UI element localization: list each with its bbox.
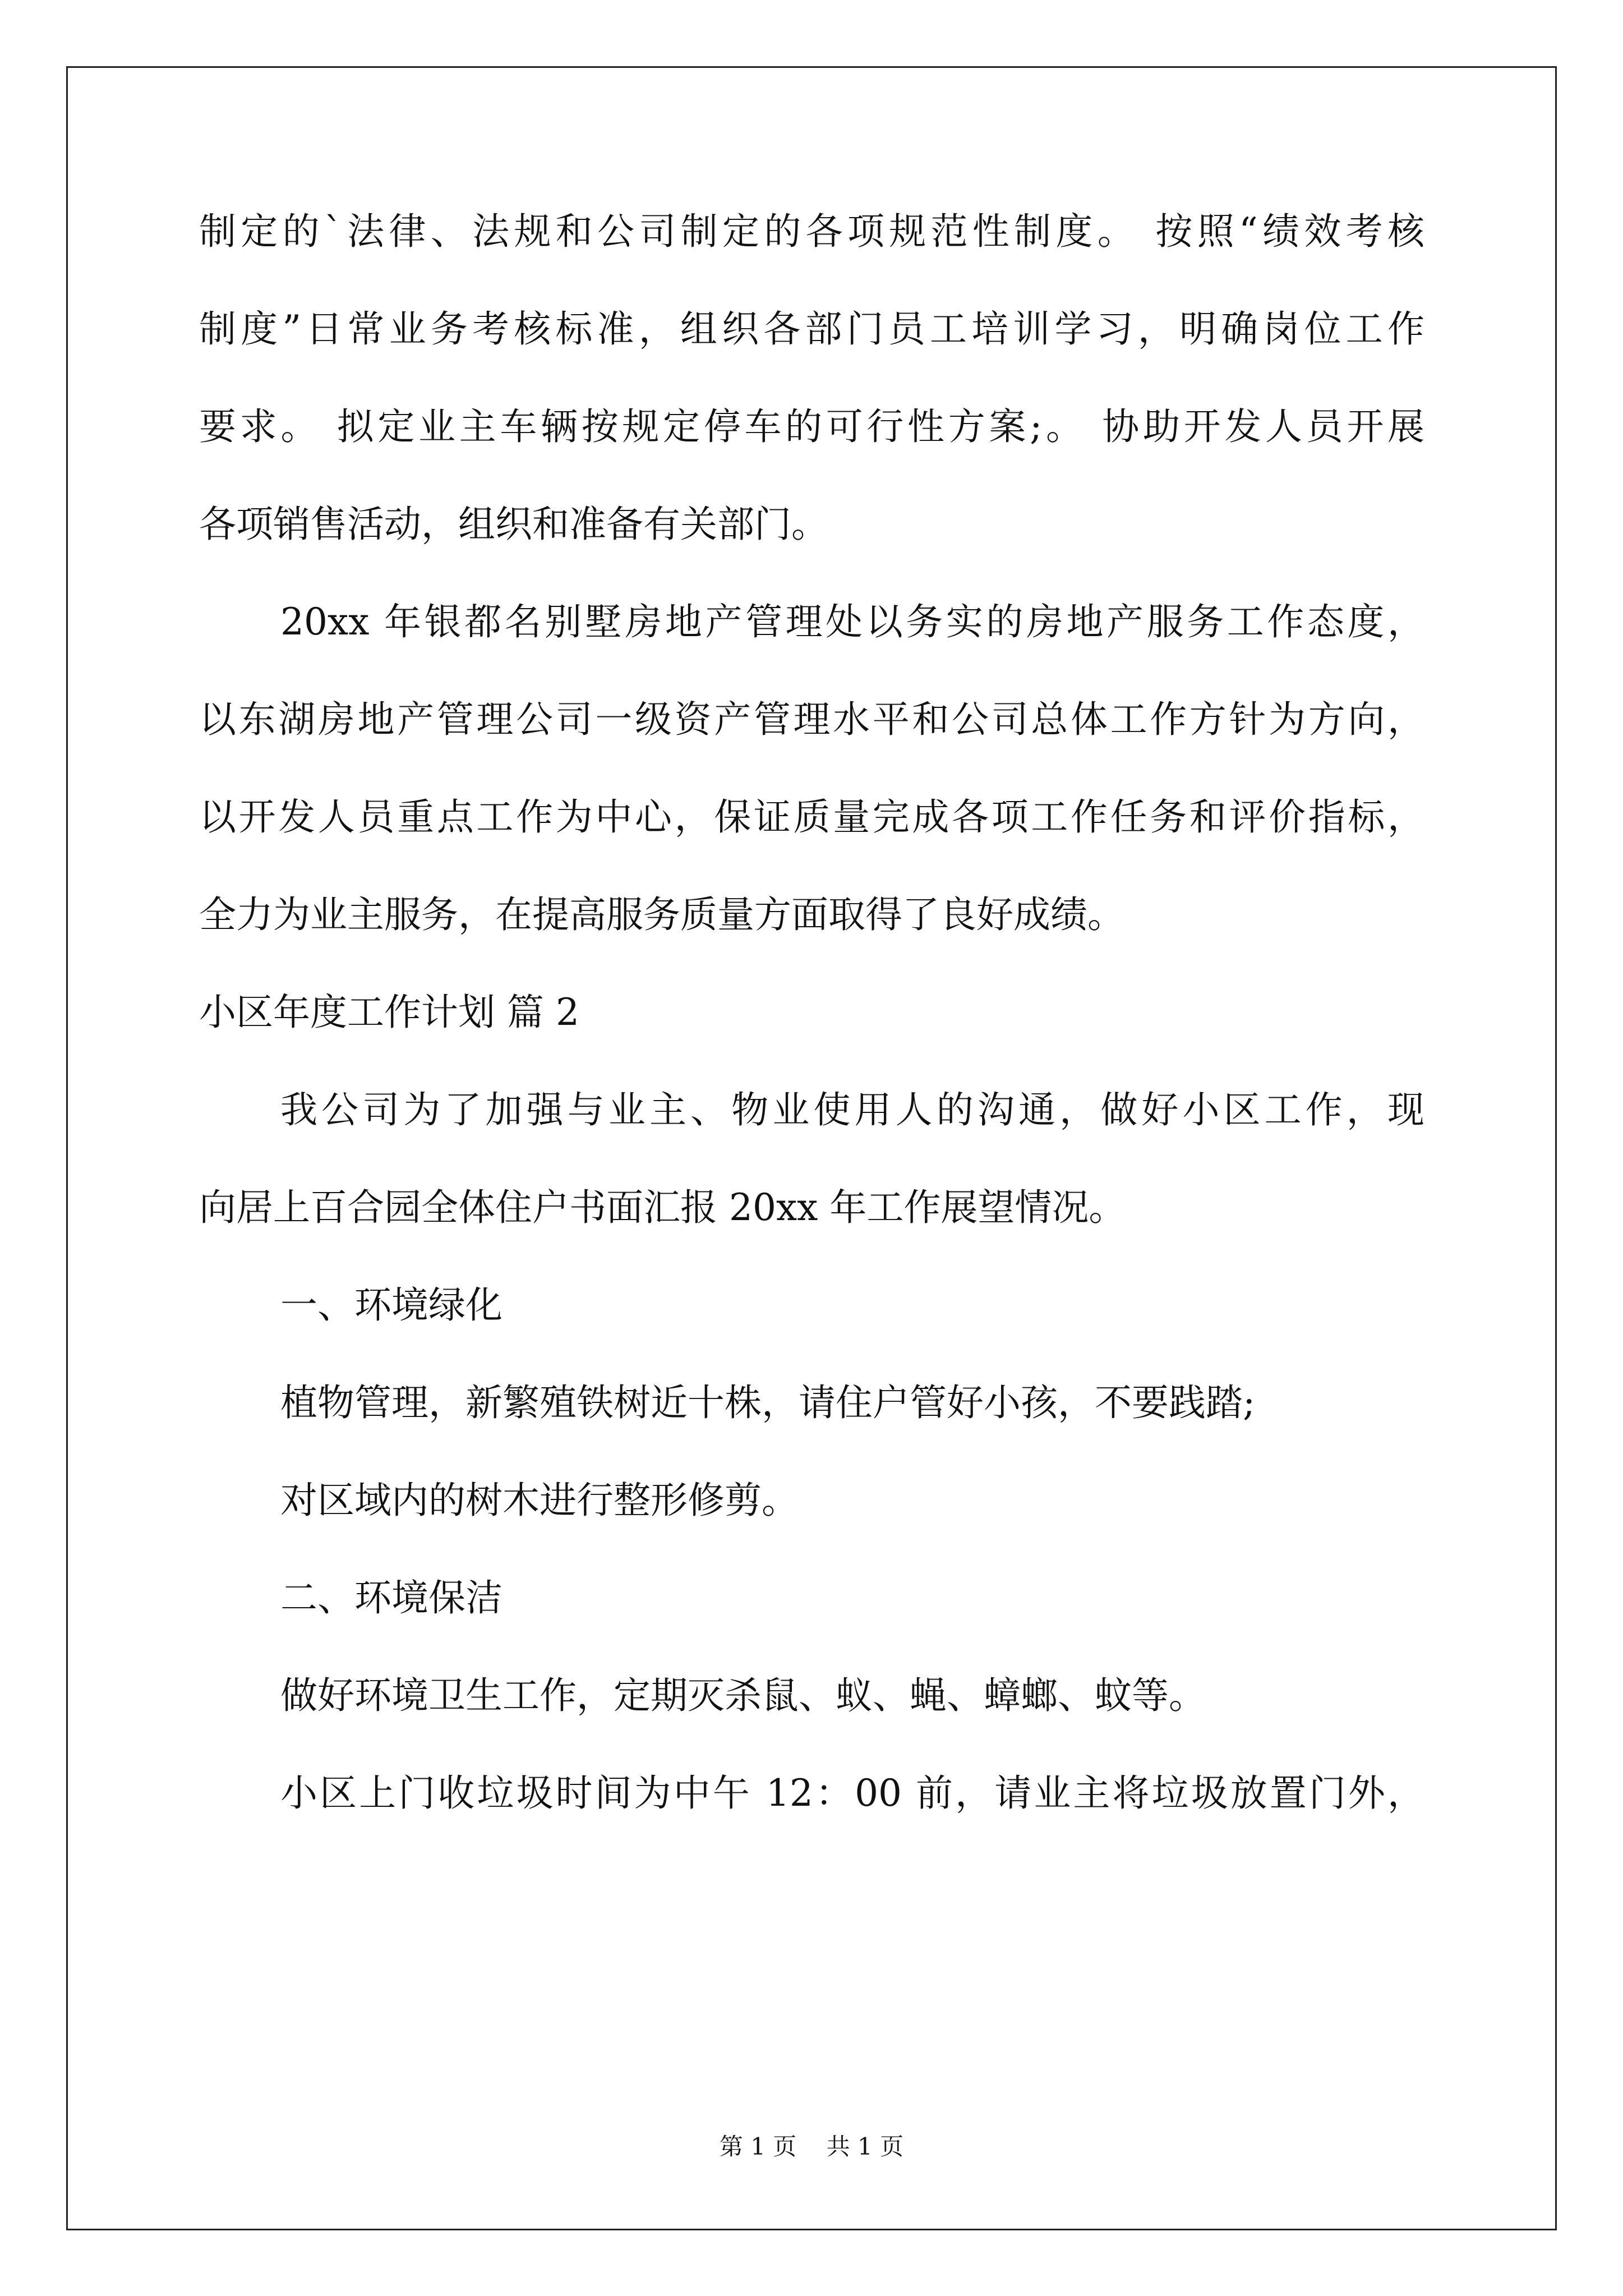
paragraph-2-line-2: 以东湖房地产管理公司一级资产管理水平和公司总体工作方针为方向， <box>199 698 1424 741</box>
plant-management-line: 植物管理，新繁殖铁树近十株，请住户管好小孩，不要践踏; <box>280 1381 1256 1424</box>
paragraph-2-line-4: 全力为业主服务，在提高服务质量方面取得了良好成绩。 <box>199 893 1124 936</box>
garbage-collection-line: 小区上门收垃圾时间为中午 12：00 前，请业主将垃圾放置门外， <box>280 1772 1424 1815</box>
subheading-greening: 一、环境绿化 <box>280 1283 502 1327</box>
paragraph-2-line-1: 20xx 年银都名别墅房地产管理处以务实的房地产服务工作态度， <box>280 600 1424 643</box>
paragraph-1-line-2: 制度”日常业务考核标准，组织各部门员工培训学习，明确岗位工作 <box>199 307 1424 351</box>
section-title: 小区年度工作计划 篇 2 <box>199 991 579 1034</box>
paragraph-1-line-1: 制定的`法律、法规和公司制定的各项规范性制度。 按照“绩效考核 <box>199 210 1424 253</box>
page-border <box>66 66 1557 2230</box>
sanitation-line: 做好环境卫生工作，定期灭杀鼠、蚁、蝇、蟑螂、蚊等。 <box>280 1674 1206 1717</box>
section-paragraph-1-line-2: 向居上百合园全体住户书面汇报 20xx 年工作展望情况。 <box>199 1186 1126 1229</box>
subheading-cleaning: 二、环境保洁 <box>280 1576 502 1619</box>
paragraph-1-line-3: 要求。 拟定业主车辆按规定停车的可行性方案;。 协助开发人员开展 <box>199 405 1424 448</box>
paragraph-1-line-4: 各项销售活动，组织和准备有关部门。 <box>199 503 828 546</box>
page-footer: 第 1 页 共 1 页 <box>719 2133 904 2160</box>
section-paragraph-1-line-1: 我公司为了加强与业主、物业使用人的沟通，做好小区工作，现 <box>280 1088 1424 1131</box>
paragraph-2-line-3: 以开发人员重点工作为中心，保证质量完成各项工作任务和评价指标， <box>199 795 1424 839</box>
tree-trimming-line: 对区域内的树木进行整形修剪。 <box>280 1479 799 1522</box>
